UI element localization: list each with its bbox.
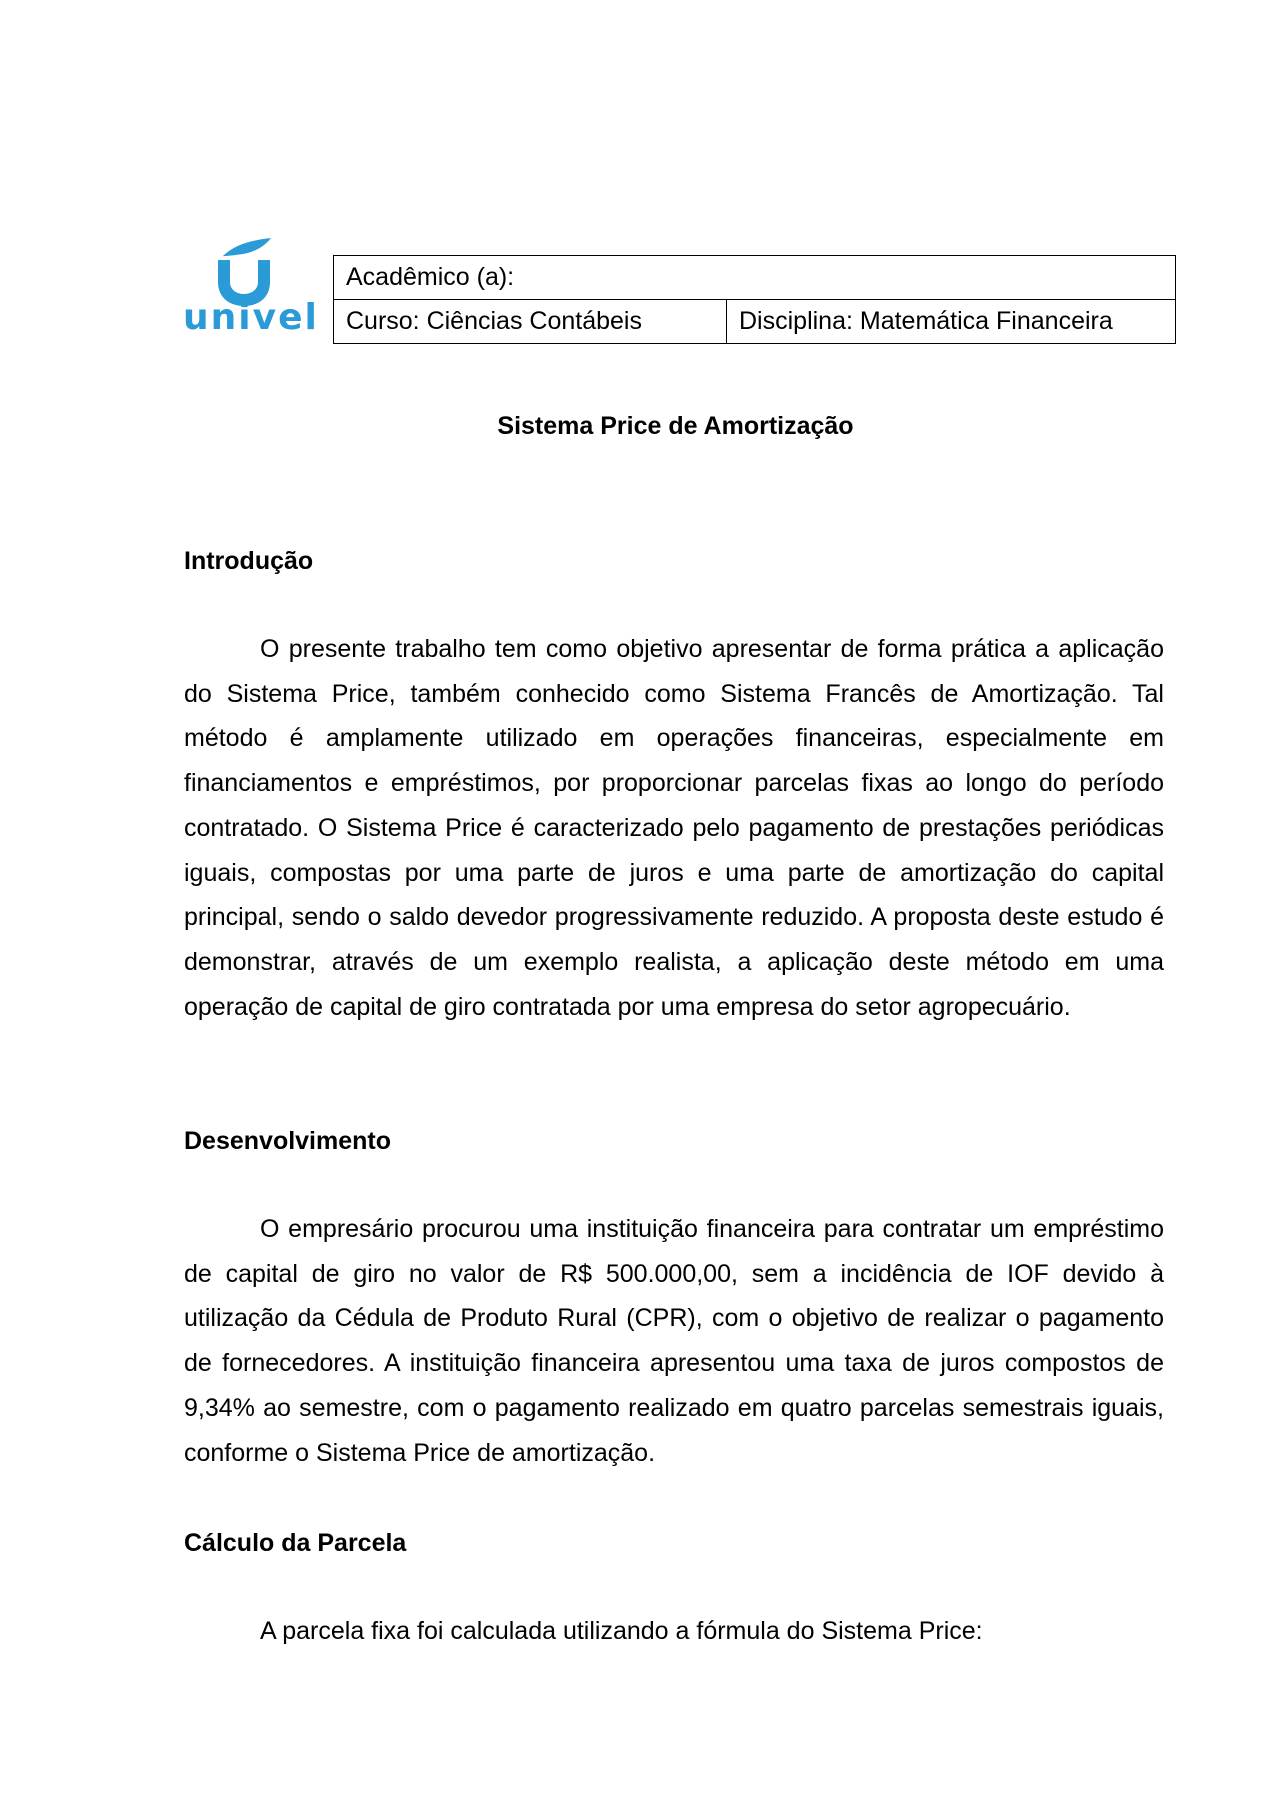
- header-table: [333, 255, 1176, 344]
- heading-calculo: Cálculo da Parcela: [184, 1529, 407, 1557]
- disciplina-cell: Disciplina: Matemática Financeira: [727, 300, 1176, 344]
- heading-introducao: Introdução: [184, 547, 314, 575]
- paragraph-desenvolvimento: O empresário procurou uma instituição financeira para contratar um empréstimo de capital de giro no valor de R$ 500.000,00, sem a incidência de IOF devido à utilização da Cédula de Produto Rural (CPR), com o objetivo de realizar o pagamento de fornecedores. A instituição financeira apresentou uma taxa de juros compostos de 9,34% ao semestre, com o pagamento realizado em quatro parcelas semestrais iguais, conforme o Sistema Price de amortização.: [184, 1215, 1164, 1467]
- header-row-curso: [334, 300, 1176, 344]
- header-row-academico: [334, 256, 1176, 300]
- univel-logo-text: univel: [183, 297, 319, 338]
- curso-cell: Curso: Ciências Contábeis: [334, 300, 727, 344]
- paragraph-introducao: O presente trabalho tem como objetivo apresentar de forma prática a aplicação do Sistema Price, também conhecido como Sistema Francês de Amortização. Tal método é amplamente utilizado em operações financeiras, especialmente em financiamentos e empréstimos, por proporcionar parcelas fixas ao longo do período contratado. O Sistema Price é caracterizado pelo pagamento de prestações periódicas iguais, compostas por uma parte de juros e uma parte de amortização do capital principal, sendo o saldo devedor progressivamente reduzido. A proposta deste estudo é demonstrar, através de um exemplo realista, a aplicação deste método em uma operação de capital de giro contratada por uma empresa do setor agropecuário.: [184, 635, 1164, 1021]
- univel-logo: [183, 238, 319, 348]
- document-title: Sistema Price de Amortização: [497, 412, 854, 440]
- academico-cell: Acadêmico (a):: [334, 256, 1176, 300]
- paragraph-calculo: A parcela fixa foi calculada utilizando a fórmula do Sistema Price:: [260, 1617, 983, 1645]
- heading-desenvolvimento: Desenvolvimento: [184, 1127, 392, 1155]
